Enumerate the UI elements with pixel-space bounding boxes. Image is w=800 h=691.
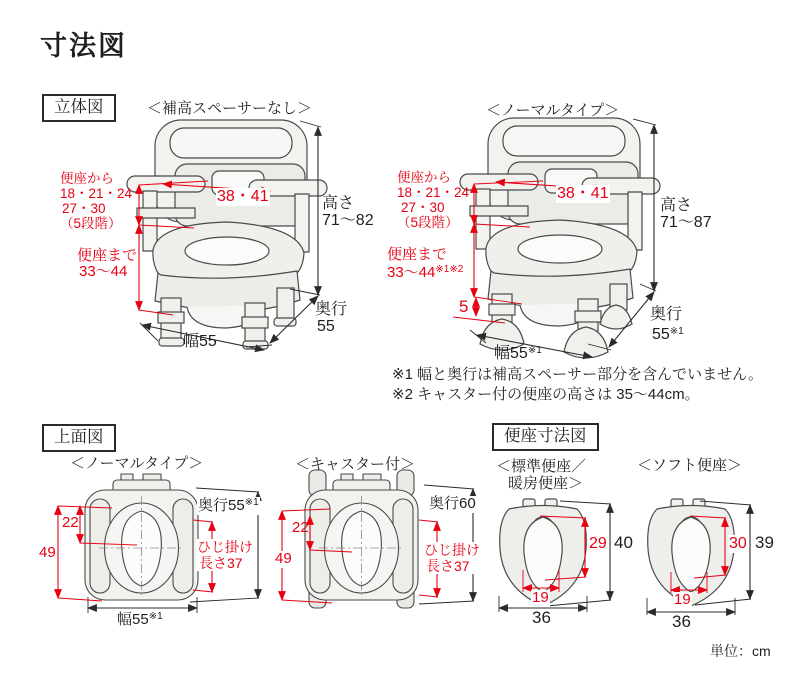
chair2-depth-dimension: 奥行 55$^{※1}$ — [650, 306, 684, 343]
footnote-2: ※2 キャスター付の便座の高さは 35〜44cm。 — [392, 386, 700, 403]
seat1-inner-height-value: 29 — [589, 535, 607, 552]
chair2-spacer-height-value: 5 — [459, 297, 469, 316]
unit-label: 単位：cm — [710, 643, 771, 659]
seat1-outer-height-value: 40 — [614, 533, 633, 552]
chair2-armrest-height-note: 便座から 18・21・24・ 27・30 （5段階） — [397, 170, 483, 230]
chair2-width-dimension: 幅55$^{※1}$ — [494, 345, 542, 362]
chair1-seat-height-note: 便座まで 33〜44 — [77, 247, 138, 280]
topview2-variant-label: ＜キャスター付＞ — [295, 456, 416, 473]
chair1-width-dimension: 幅55 — [183, 333, 217, 350]
chair2-seat-height-value: 33〜$44^{※1※2}$ — [387, 263, 464, 281]
topview1-depth-dimension: 奥行55$^{※1}$ — [198, 497, 259, 514]
topview1-drawing — [85, 474, 198, 600]
chair2-height-dimension: 高さ 71〜87 — [660, 197, 712, 231]
topview2-seat-depth-value: 49 — [275, 550, 292, 567]
chair1-seat-width-value: 38・41 — [217, 188, 269, 205]
seat2-inner-width-value: 19 — [674, 591, 691, 608]
topview1-seat-depth-value: 49 — [39, 544, 56, 561]
seat2-outer-height-value: 39 — [755, 533, 774, 552]
chair2-seat-height-note: 便座まで 33〜$44^{※1※2}$ — [387, 246, 464, 281]
seat2-inner-height-value: 30 — [729, 535, 747, 552]
chair1-variant-label: ＜補高スペーサーなし＞ — [147, 100, 313, 117]
chair2-seat-width-value: 38・41 — [557, 185, 609, 202]
topview2-depth-dimension: 奥行60 — [429, 495, 476, 512]
seat1-variant-label: ＜標準便座／ 暖房便座＞ — [496, 458, 587, 492]
section-label-seat-view: 便座寸法図 — [492, 423, 599, 451]
chair1-depth-dimension: 奥行 55 — [315, 301, 348, 335]
seat1-inner-width-value: 19 — [532, 589, 549, 606]
topview2-drawing — [305, 470, 418, 608]
seat2-variant-label: ＜ソフト便座＞ — [637, 457, 743, 474]
topview1-armrest-length: ひじ掛け 長さ37 — [197, 539, 253, 571]
topview2-inner-depth-value: 22 — [292, 519, 309, 536]
seat1-outer-width-value: 36 — [532, 608, 551, 627]
chair1-drawing — [127, 120, 327, 349]
seat2-outer-width-value: 36 — [672, 612, 691, 631]
section-label-top-view: 上面図 — [42, 424, 116, 452]
topview2-armrest-length: ひじ掛け 長さ37 — [424, 542, 480, 574]
footnote-1: ※1 幅と奥行は補高スペーサー部分を含んでいません。 — [392, 366, 763, 383]
chair1-height-dimension: 高さ 71〜82 — [322, 195, 374, 229]
section-label-solid-view: 立体図 — [42, 94, 116, 122]
chair2-variant-label: ＜ノーマルタイプ＞ — [486, 102, 620, 119]
topview1-variant-label: ＜ノーマルタイプ＞ — [70, 455, 204, 472]
topview1-inner-depth-value: 22 — [62, 514, 79, 531]
topview1-width-dimension: 幅55$^{※1}$ — [117, 611, 163, 628]
chair1-armrest-height-note: 便座から 18・21・24・ 27・30 （5段階） — [60, 171, 146, 231]
page-title: 寸法図 — [40, 31, 127, 61]
